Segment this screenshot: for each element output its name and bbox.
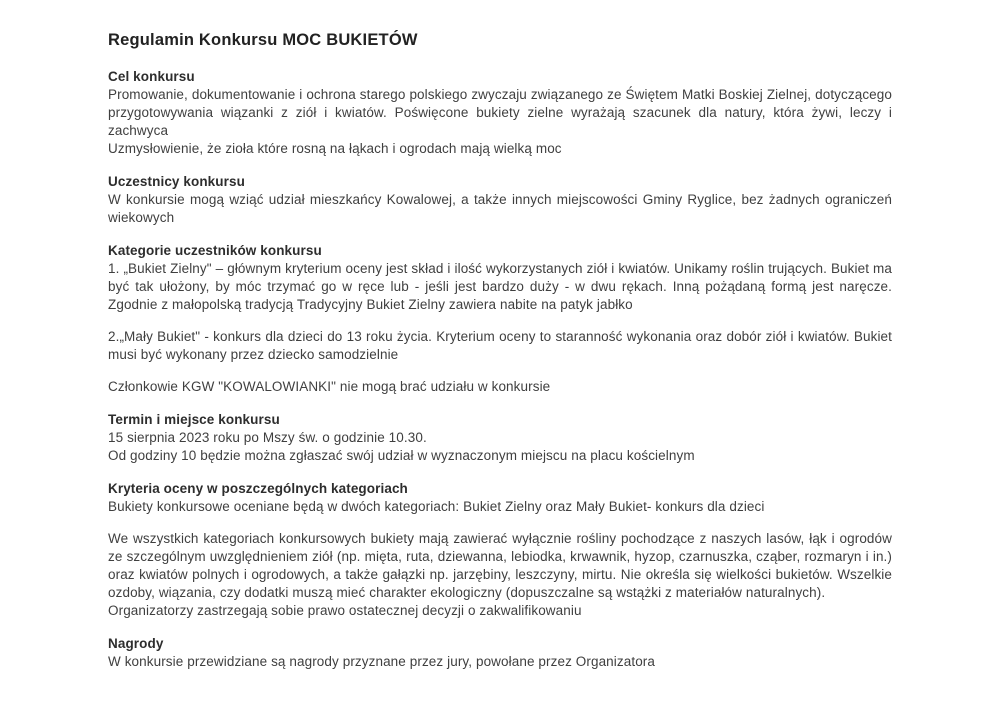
section-nagrody [108,635,892,671]
section-cel-konkursu [108,68,892,158]
paragraph-kryteria-kategorie: Bukiety konkursowe oceniane będą w dwóch kategoriach: Bukiet Zielny oraz Mały Bukiet- konkurs dla dzieci [108,499,765,514]
section-kategorie-uczestnikow [108,242,892,396]
paragraph-termin-data: 15 sierpnia 2023 roku po Mszy św. o godzinie 10.30. [108,430,427,445]
paragraph-kategorie-bukiet-zielny: 1. „Bukiet Zielny" – głównym kryterium oceny jest skład i ilość wykorzystanych ziół i kwiatów. Unikamy roślin trujących. Bukiet ma być tak ułożony, by móc trzymać go w ręce lub - jeśli jest bardzo duży - w dwu rękach. Inną pożądaną formą jest naręcze. Zgodnie z małopolską tradycją Tradycyjny Bukiet Zielny zawiera nabite na patyk jabłko [108,261,892,312]
section-uczestnicy-konkursu [108,173,892,227]
paragraph-kryteria-rosliny: We wszystkich kategoriach konkursowych bukiety mają zawierać wyłącznie rośliny pochodzące z naszych lasów, łąk i ogrodów ze szczególnym uwzględnieniem ziół (np. mięta, ruta, dziewanna, lebiodka, krwawnik, hyzop, czarnuszka, cząber, rozmaryn i in.) oraz kwiatów polnych i ogrodowych, a także gałązki np. jarzębiny, leszczyny, mirtu. Nie określa się wielkości bukietów. Wszelkie ozdoby, wiązania, czy dodatki muszą mieć charakter ekologiczny (dopuszczalne są wstążki z materiałów naturalnych). [108,531,892,600]
paragraph-termin-zgloszenia: Od godziny 10 będzie można zgłaszać swój udział w wyznaczonym miejscu na placu kościelnym [108,448,695,463]
paragraph-uczestnicy-1: W konkursie mogą wziąć udział mieszkańcy Kowalowej, a także innych miejscowości Gminy Ryglice, bez żadnych ograniczeń wiekowych [108,192,892,225]
paragraph-kategorie-maly-bukiet: 2.„Mały Bukiet" - konkurs dla dzieci do 13 roku życia. Kryterium oceny to staranność wykonania oraz dobór ziół i kwiatów. Bukiet musi być wykonany przez dziecko samodzielnie [108,329,892,362]
paragraph-cel-1: Promowanie, dokumentowanie i ochrona starego polskiego zwyczaju związanego ze Świętem Matki Boskiej Zielnej, dotyczącego przygotowywania wiązanki z ziół i kwiatów. Poświęcone bukiety zielne wyrażają szacunek dla natury, która żywi, leczy i zachwyca [108,87,892,138]
paragraph-nagrody-jury: W konkursie przewidziane są nagrody przyznane przez jury, powołane przez Organizatora [108,654,656,669]
section-heading-kategorie: Kategorie uczestników konkursu [108,243,322,258]
section-heading-termin: Termin i miejsce konkursu [108,412,280,427]
paragraph-kategorie-czlonkowie-kgw: Członkowie KGW "KOWALOWIANKI" nie mogą brać udziału w konkursie [108,379,551,394]
section-heading-nagrody: Nagrody [108,636,164,651]
paragraph-cel-2: Uzmysłowienie, że zioła które rosną na łąkach i ogrodach mają wielką moc [108,141,562,156]
document-title: Regulamin Konkursu MOC BUKIETÓW [108,31,418,49]
section-termin-i-miejsce [108,411,892,465]
section-heading-uczestnicy: Uczestnicy konkursu [108,174,245,189]
paragraph-kryteria-organizatorzy: Organizatorzy zastrzegają sobie prawo ostatecznej decyzji o zakwalifikowaniu [108,603,582,618]
section-kryteria-oceny [108,480,892,620]
section-heading-kryteria: Kryteria oceny w poszczególnych kategoriach [108,481,408,496]
section-heading-cel-konkursu: Cel konkursu [108,69,195,84]
